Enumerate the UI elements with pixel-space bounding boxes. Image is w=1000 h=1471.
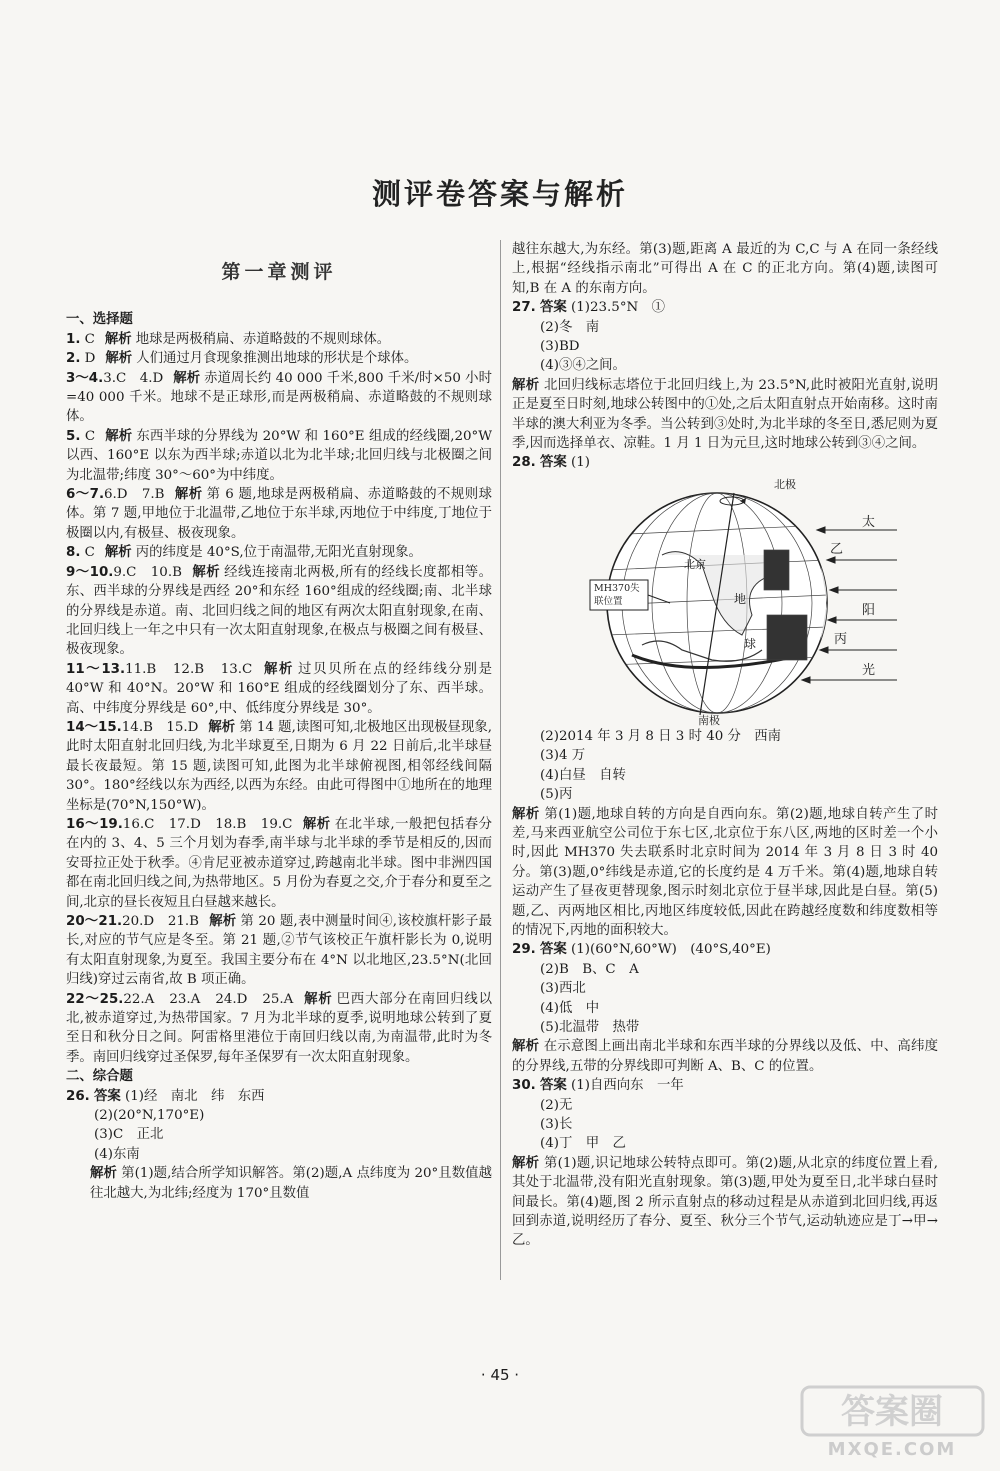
explanation-text: 地球是两极稍扁、赤道略鼓的不规则球体。 [135, 331, 391, 347]
answer-line: (2)(20°N,170°E) [94, 1108, 205, 1124]
explanation-label: 解析 [303, 990, 333, 1007]
explanation-label: 解析 [104, 544, 132, 561]
answer-label: 答案 [540, 300, 567, 316]
answer-choice: 14.B 15.D [121, 719, 199, 735]
choice-answer-item [66, 563, 492, 660]
answer-label: 答案 [540, 455, 567, 471]
question-number: 11～13. [66, 661, 126, 677]
answer-line: (1)自西向东 一年 [571, 1078, 684, 1094]
answer-label: 答案 [540, 942, 567, 958]
answer-choice: C [80, 428, 96, 444]
column-divider [500, 240, 501, 1280]
question-number: 30. [512, 1078, 536, 1094]
explanation-text: 第(1)题,地球自转的方向是自西向东。第(2)题,地球自转产生了时差,马来西亚航空公司位于东七区,北京位于东八区,两地的区时差一个小时,因此 MH370 失去联系时北京时间为 2014 年 3 月 8 日 3 时 40 分。第(3)题,0°纬线是赤道,它的长度约是 4 万千米。第(4)题,地球自转运动产生了昼夜更替现象,图示时刻北京位于昼半球,因此是白昼。第(5)题,乙、丙两地区相比,丙地区纬度较低,因此在跨越经度数和纬度数相等的情况下,丙地的面积较大。 [512, 806, 938, 938]
label-mh370: MH370失联位置 [594, 582, 640, 607]
answer-line: (3)长 [540, 1117, 573, 1132]
explanation-label: 解析 [512, 1039, 540, 1055]
watermark-logo-icon [800, 1385, 985, 1460]
explanation-text: 第(1)题,结合所学知识解答。第(2)题,A 点纬度为 20°且数值越往北越大,为北纬;经度为 170°且数值 [90, 1166, 493, 1201]
answer-choice: D [80, 351, 96, 367]
label-bing: 丙 [834, 631, 848, 647]
answer-line: (2)2014 年 3 月 8 日 3 时 40 分 西南 [540, 728, 782, 744]
answer-line: (4)白昼 自转 [540, 767, 626, 783]
answer-line: (1)(60°N,60°W) (40°S,40°E) [571, 942, 771, 958]
explanation-label: 解析 [105, 350, 133, 367]
answer-28 [512, 453, 938, 940]
answer-line: (2)冬 南 [540, 319, 600, 335]
explanation-label: 解析 [209, 913, 237, 929]
choice-answer-item [66, 330, 492, 349]
explanation-label: 解析 [174, 486, 203, 503]
label-sun-guang: 光 [862, 662, 876, 678]
question-number: 2. [66, 351, 81, 367]
explanation-label: 解析 [512, 377, 540, 393]
chapter-title: 第一章测评 [221, 261, 337, 283]
answer-choice: 16.C 17.D 18.B 19.C [122, 816, 293, 832]
question-number: 27. [512, 300, 536, 316]
label-sun-yang: 阳 [862, 602, 876, 618]
answer-label: 答案 [94, 1088, 121, 1104]
answer-line: (1) [571, 455, 591, 471]
answer-line: (5)北温带 热带 [540, 1019, 640, 1035]
explanation-text: 第 20 题,表中测量时间④,该校旗杆影子最长,对应的节气应是冬至。第 21 题,②节气该校正午旗杆影长为 0,说明有太阳直射现象,为夏至。我国主要分布在 4°N 以北地区,23.5°N(北回归线)穿过云南省,故 B 项正确。 [66, 914, 493, 988]
answer-line: (4)低 中 [540, 1000, 600, 1016]
answer-line: (2)B B、C A [540, 961, 639, 977]
choice-answer-item [66, 815, 492, 912]
explanation-text: 第(1)题,识记地球公转特点即可。第(2)题,从北京的纬度位置上看,其处于北温带,没有阳光直射现象。第(3)题,甲处为夏至日,北半球白昼时间最长。第(4)题,图 2 所示直射点的移动过程是从赤道到北回归线,再返回到赤道,说明经历了春分、夏至、秋分三个节气,运动轨迹应是丁→甲→乙。 [512, 1155, 938, 1249]
answer-choice: C [80, 331, 95, 347]
explanation-label: 解析 [512, 806, 540, 822]
explanation-label: 解析 [302, 815, 331, 832]
answer-label: 答案 [540, 1078, 567, 1094]
explanation-label: 解析 [208, 718, 236, 735]
region-bing [767, 615, 807, 660]
section-choice-heading: 一、选择题 [66, 311, 133, 328]
explanation-text: 经线连接南北两极,所有的经线长度都相等。东、西半球的分界线是西经 20°和东经 160°组成的经线圈;南、北半球的分界线是赤道。南、北回归线之间的地区有两次太阳直射现象,在南、北回归线上一年之中只有一次太阳直射现象,在极点与极圈之间有极昼、极夜现象。 [66, 564, 492, 658]
label-di: 地 [734, 591, 747, 606]
svg-text:MXQE.COM: MXQE.COM [827, 1439, 957, 1460]
explanation-text: 过贝贝所在点的经纬线分别是 40°W 和 40°N。20°W 和 160°E 组成的经线圈划分了东、西半球。高、中纬度分界线是 60°,中、低纬度分界线是 30°。 [66, 661, 492, 716]
answer-choice: 22.A 23.A 24.D 25.A [123, 991, 294, 1007]
answer-choice: 11.B 12.B 13.C [125, 661, 253, 677]
question-number: 9～10. [66, 564, 114, 580]
explanation-text: 北回归线标志塔位于北回归线上,为 23.5°N,此时被阳光直射,说明正是夏至日时刻,地球公转图中的①处,之后太阳直射点开始南移。这时南半球的澳大利亚为冬季。当公转到③处时,为北半球的冬至日,悉尼则为夏季,因而选择单衣、凉鞋。1 月 1 日为元旦,这时地球公转到③④之间。 [512, 377, 938, 452]
explanation-text: 巴西大部分在南回归线以北,被赤道穿过,为热带国家。7 月为北半球的夏季,说明地球公转到了夏至日和秋分日之间。阿雷格里港位于南回归线以南,为南温带,此时为冬季。南回归线穿过圣保罗,每年圣保罗有一次太阳直射现象。 [66, 991, 492, 1065]
answer-choice: 3.C 4.D [103, 370, 164, 386]
choice-answer-item [66, 485, 492, 543]
label-qiu: 球 [744, 636, 757, 651]
choice-answer-item [66, 543, 492, 562]
label-south-pole: 南极 [698, 713, 720, 727]
question-number: 20～21. [66, 914, 123, 929]
watermark-logo [800, 1385, 985, 1460]
explanation-label: 解析 [262, 660, 295, 677]
question-number: 6～7. [66, 487, 105, 503]
explanation-text: 丙的纬度是 40°S,位于南温带,无阳光直射现象。 [135, 545, 422, 561]
explanation-text: 在北半球,一般把包括春分在内的 3、4、5 三个月划为春季,南半球与北半球的季节是相反的,因而安哥拉正处于秋季。④肯尼亚被赤道穿过,跨越南北半球。图中非洲四国都在南北回归线之间,为热带地区。5 月份为春夏之交,介于春分和夏至之间,北京的昼长夜短且白昼越来越长。 [66, 816, 493, 910]
answer-26-continued: 越往东越大,为东经。第(3)题,距离 A 最近的为 C,C 与 A 在同一条经线上,根据“经线指示南北”可得出 A 在 C 的正北方向。第(4)题,读图可知,B 在 A 的东南方向。 [512, 242, 938, 296]
answer-choice: 6.D 7.B [104, 487, 165, 503]
explanation-text: 东西半球的分界线为 20°W 和 160°E 组成的经线圈,20°W 以西、160°E 以东为西半球;赤道以北为北半球;北回归线与北极圈之间为北温带;纬度 30°～60°为中纬度。 [66, 428, 492, 483]
explanation-label: 解析 [173, 369, 201, 386]
globe-figure [512, 475, 938, 725]
right-column [512, 240, 938, 1251]
answer-line: (4)东南 [94, 1146, 140, 1162]
answer-line: (3)西北 [540, 981, 586, 997]
question-number: 26. [66, 1088, 90, 1104]
question-number: 5. [66, 428, 81, 444]
label-yi: 乙 [830, 541, 844, 557]
label-beijing: 北京 [684, 557, 706, 571]
region-yi [764, 550, 789, 590]
answer-line: (2)无 [540, 1097, 573, 1113]
choice-answer-item [66, 990, 492, 1068]
left-column [66, 230, 492, 1203]
answer-line: (3)4 万 [540, 748, 586, 764]
choice-answer-item [66, 718, 492, 815]
answer-30 [512, 1076, 938, 1251]
explanation-label: 解析 [90, 1166, 117, 1182]
answer-choice: C [80, 545, 95, 561]
answer-choice: 20.D 21.B [122, 914, 200, 929]
question-number: 8. [66, 545, 81, 561]
choice-answers-list [66, 330, 492, 1067]
answer-line: (4)丁 甲 乙 [540, 1136, 626, 1152]
label-sun-tai: 太 [862, 514, 876, 530]
answer-choice: 9.C 10.B [113, 564, 182, 580]
choice-answer-item [66, 349, 492, 368]
explanation-text: 在示意图上画出南北半球和东西半球的分界线以及低、中、高纬度的分界线,五带的分界线即可判断 A、B、C 的位置。 [512, 1039, 939, 1074]
question-number: 28. [512, 455, 536, 471]
answer-line: (3)BD [540, 339, 580, 355]
question-number: 22～25. [66, 991, 124, 1007]
answer-29 [512, 940, 938, 1076]
answer-line: (5)丙 [540, 787, 573, 803]
explanation-text: 人们通过月食现象推测出地球的形状是个球体。 [136, 351, 418, 367]
label-north-pole: 北极 [774, 477, 796, 491]
explanation-label: 解析 [512, 1155, 540, 1171]
choice-answer-item [66, 369, 492, 427]
answer-line: (1)23.5°N ① [571, 300, 666, 316]
answer-line: (1)经 南北 纬 东西 [125, 1088, 265, 1104]
choice-answer-item [66, 912, 492, 990]
question-number: 1. [66, 331, 81, 347]
svg-text:答案圈: 答案圈 [841, 1392, 943, 1432]
question-number: 3～4. [66, 370, 104, 386]
answer-27 [512, 298, 938, 453]
explanation-label: 解析 [191, 563, 221, 580]
answer-line: (4)③④之间。 [540, 358, 626, 374]
answer-line: (3)C 正北 [94, 1127, 164, 1143]
answer-26 [66, 1087, 492, 1203]
explanation-label: 解析 [105, 427, 133, 444]
choice-answer-item [66, 427, 492, 485]
explanation-text: 第 14 题,读图可知,北极地区出现极昼现象,此时太阳直射北回归线,为北半球夏至,日期为 6 月 22 日前后,北半球昼最长夜最短。第 15 题,读图可知,此图为北半球俯视图,相邻经线间隔 30°。180°经线以东为西经,以西为东经。由此可得图中①地所在的地理坐标是(70°N,150°W)。 [66, 719, 493, 813]
page-title: 测评卷答案与解析 [371, 177, 628, 211]
question-number: 16～19. [66, 816, 123, 832]
explanation-text: 第 6 题,地球是两极稍扁、赤道略鼓的不规则球体。第 7 题,甲地位于北温带,乙地位于东半球,丙地位于中纬度,丁地位于极圈以内,有极昼、极夜现象。 [66, 487, 492, 541]
choice-answer-item [66, 660, 492, 718]
question-number: 14～15. [66, 719, 122, 735]
page-number: · 45 · [480, 1366, 520, 1384]
section-comprehensive-heading: 二、综合题 [66, 1068, 133, 1085]
explanation-label: 解析 [104, 330, 132, 347]
question-number: 29. [512, 942, 536, 958]
explanation-text: 赤道周长约 40 000 千米,800 千米/时×50 小时=40 000 千米。地球不是正球形,而是两极稍扁、赤道略鼓的不规则球体。 [66, 370, 492, 425]
